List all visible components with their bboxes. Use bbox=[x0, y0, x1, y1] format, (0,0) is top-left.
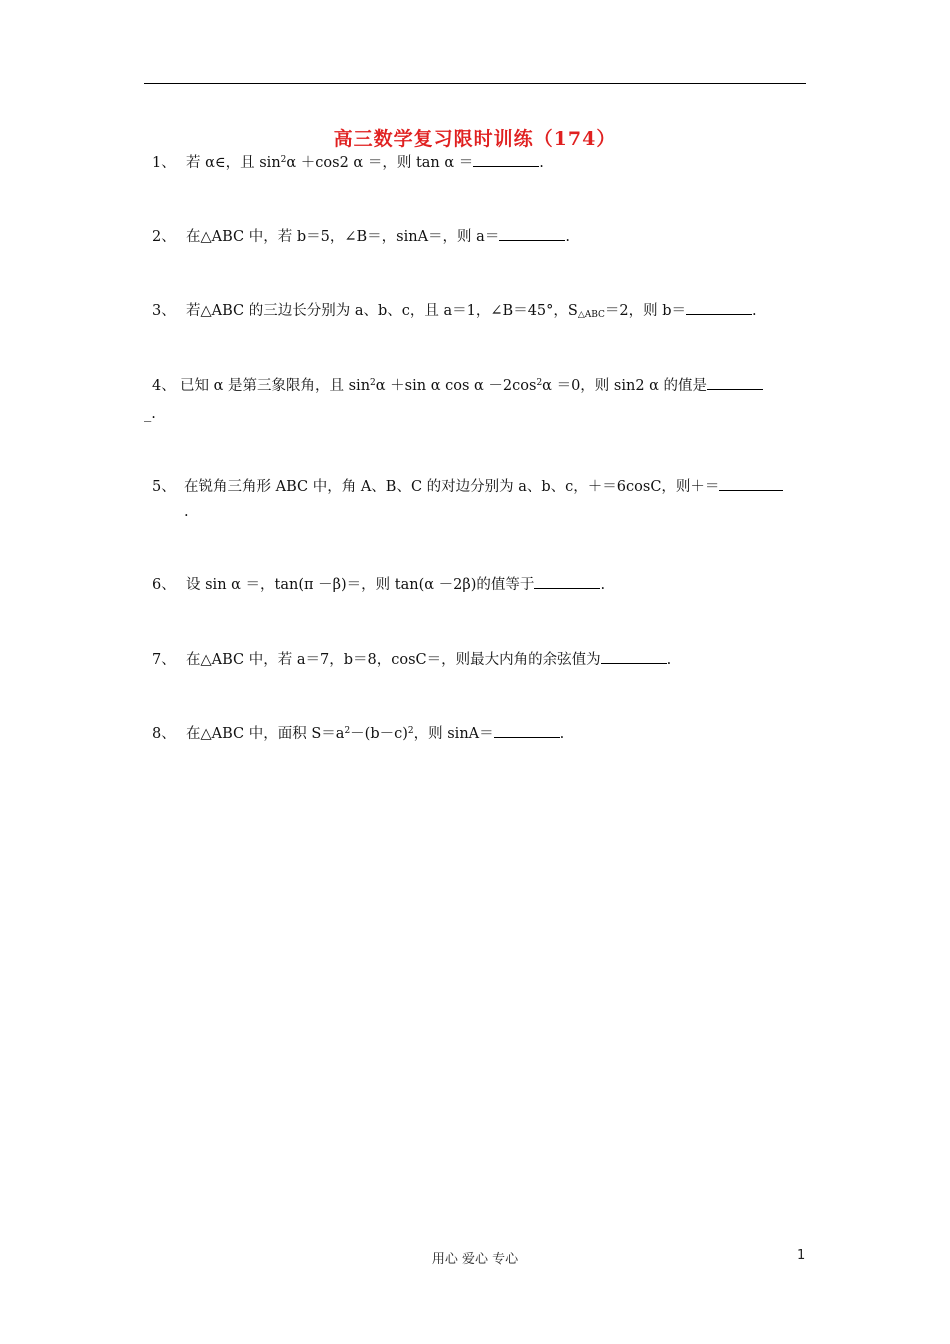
question-8: 8、 在△ABC 中，面积 $S=a^2-(b-c)^2$，则 sinA＝ . bbox=[152, 721, 812, 747]
question-number: 3、 bbox=[152, 303, 176, 319]
question-3: 3、 若△ABC 的三边长分别为 a、b、c，且 a＝1，∠B＝45°，$S_{\triangle ABC}=2$，则 b＝ . bbox=[152, 298, 812, 324]
question-number: 5、 bbox=[152, 479, 176, 495]
question-number: 8、 bbox=[152, 726, 176, 742]
question-5-continuation: . bbox=[184, 504, 189, 520]
question-number: 6、 bbox=[152, 577, 176, 593]
question-number: 1、 bbox=[152, 155, 176, 171]
question-2: 2、 在△ABC 中，若 b＝5，∠B＝，sinA＝，则 a＝ . bbox=[152, 224, 812, 250]
question-number: 4、 bbox=[152, 378, 176, 394]
header-rule bbox=[144, 83, 806, 84]
answer-blank bbox=[534, 574, 600, 589]
question-4-continuation: _. bbox=[144, 406, 156, 422]
page-title: 高三数学复习限时训练（174） bbox=[333, 128, 617, 150]
question-6: 6、 设 sin α ＝，tan(π －β)＝，则 tan(α －2β)的值等于 . bbox=[152, 572, 812, 598]
answer-blank bbox=[707, 375, 763, 390]
question-4: 4、 已知 α 是第三象限角，且 $\sin^2\alpha +\sin$ α $\cos \alpha -2\cos^2\alpha =0$，则 sin2 α 的值是 bbox=[152, 373, 812, 399]
question-number: 7、 bbox=[152, 652, 176, 668]
answer-blank bbox=[499, 226, 565, 241]
answer-blank bbox=[601, 649, 667, 664]
question-5: 5、 在锐角三角形 ABC 中，角 A、B、C 的对边分别为 a、b、c，＋＝6cosC，则＋＝ bbox=[152, 474, 812, 500]
answer-blank bbox=[719, 476, 783, 491]
question-number: 2、 bbox=[152, 229, 176, 245]
question-1: 1、 若 α∈，且 $\sin^2\alpha +\cos 2$ α ＝，则 tan α ＝ . bbox=[152, 150, 812, 176]
answer-blank bbox=[494, 723, 560, 738]
answer-blank bbox=[473, 152, 539, 167]
page-number: 1 bbox=[797, 1248, 806, 1263]
footer-text: 用心 爱心 专心 bbox=[431, 1252, 519, 1267]
question-7: 7、 在△ABC 中，若 a＝7，b＝8，cosC＝，则最大内角的余弦值为 . bbox=[152, 647, 812, 673]
answer-blank bbox=[686, 300, 752, 315]
